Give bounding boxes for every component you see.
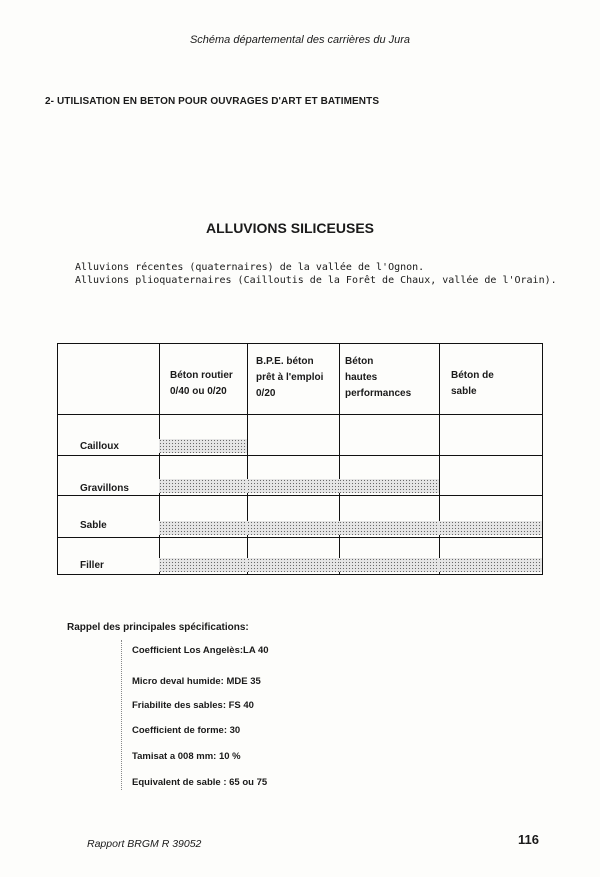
section-title: 2- UTILISATION EN BETON POUR OUVRAGES D'ART ET BATIMENTS xyxy=(45,96,380,107)
table-divider xyxy=(247,344,248,574)
specs-bracket xyxy=(121,640,122,790)
specs-title: Rappel des principales spécifications: xyxy=(67,622,249,633)
spec-item: Friabilite des sables: FS 40 xyxy=(132,700,254,711)
spec-item: Equivalent de sable : 65 ou 75 xyxy=(132,777,268,788)
row-label-cailloux: Cailloux xyxy=(80,441,119,452)
hatched-cell xyxy=(159,439,247,453)
row-label-gravillons: Gravillons xyxy=(80,483,129,494)
main-title: ALLUVIONS SILICEUSES xyxy=(205,220,375,236)
table-divider xyxy=(58,455,542,456)
hatched-cell xyxy=(247,558,339,572)
column-header-beton-routier: Béton routier 0/40 ou 0/20 xyxy=(170,370,233,397)
hatched-cell xyxy=(247,479,339,493)
hatched-cell xyxy=(247,521,339,535)
intro-line-1: Alluvions récentes (quaternaires) de la vallée de l'Ognon. xyxy=(75,262,425,273)
hatched-cell xyxy=(159,479,247,493)
table-divider xyxy=(339,344,340,574)
column-header-hautes-performances: Béton hautes performances xyxy=(345,356,412,399)
spec-item: Micro deval humide: MDE 35 xyxy=(132,676,261,687)
hatched-cell xyxy=(339,521,439,535)
hatched-cell xyxy=(439,558,542,572)
spec-item: Coefficient Los Angelès:LA 40 xyxy=(132,645,269,656)
hatched-cell xyxy=(339,558,439,572)
table-divider xyxy=(439,344,440,574)
intro-line-2: Alluvions plioquaternaires (Cailloutis de la Forêt de Chaux, vallée de l'Orain). xyxy=(75,275,557,286)
page-number: 116 xyxy=(518,832,539,847)
row-label-sable: Sable xyxy=(80,520,107,531)
running-header: Schéma départemental des carrières du Jura xyxy=(189,34,411,46)
column-header-bpe: B.P.E. béton prêt à l'emploi 0/20 xyxy=(256,356,324,399)
report-reference: Rapport BRGM R 39052 xyxy=(87,838,202,850)
column-header-beton-sable: Béton de sable xyxy=(451,370,494,397)
hatched-cell xyxy=(339,479,439,493)
hatched-cell xyxy=(159,521,247,535)
table-divider xyxy=(159,344,160,574)
row-label-filler: Filler xyxy=(80,560,104,571)
table-divider xyxy=(58,495,542,496)
table-divider xyxy=(58,537,542,538)
spec-item: Tamisat a 008 mm: 10 % xyxy=(132,751,241,762)
spec-item: Coefficient de forme: 30 xyxy=(132,725,241,736)
usage-table xyxy=(57,343,543,575)
hatched-cell xyxy=(439,521,542,535)
table-divider xyxy=(58,414,542,415)
hatched-cell xyxy=(159,558,247,572)
